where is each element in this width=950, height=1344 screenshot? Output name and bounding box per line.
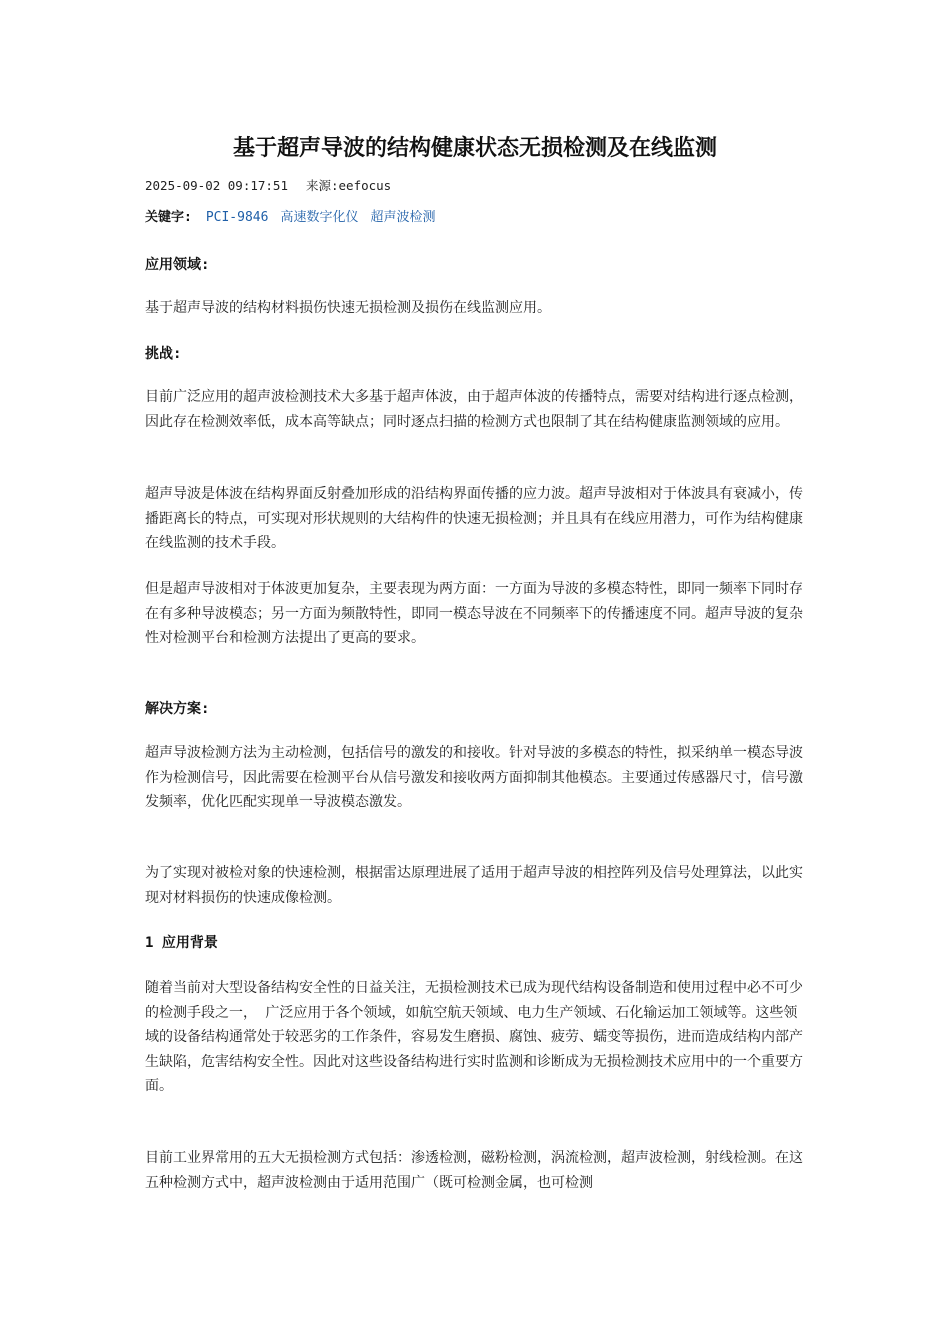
heading-background: 1 应用背景 xyxy=(145,935,218,951)
paragraph-solution-1: 超声导波检测方法为主动检测，包括信号的激发的和接收。针对导波的多模态的特性，拟采纳单一模态导波作为检测信号，因此需要在检测平台从信号激发和接收两方面抑制其他模态。主要通过传感器尺寸，信号激发频率，优化匹配实现单一导波模态激发。 xyxy=(145,745,803,810)
publish-date: 2025-09-02 09:17:51 xyxy=(145,178,288,193)
paragraph-application: 基于超声导波的结构材料损伤快速无损检测及损伤在线监测应用。 xyxy=(145,300,551,316)
paragraph-challenge-3: 但是超声导波相对于体波更加复杂，主要表现为两方面：一方面为导波的多模态特性，即同一频率下同时存在有多种导波模态；另一方面为频散特性，即同一模态导波在不同频率下的传播速度不同。超声导波的复杂性对检测平台和检测方法提出了更高的要求。 xyxy=(145,581,803,646)
keywords-label: 关键字: xyxy=(145,210,192,225)
article-source: 来源:eefocus xyxy=(306,178,392,193)
paragraph-solution-2: 为了实现对被检对象的快速检测，根据雷达原理进展了适用于超声导波的相控阵列及信号处理算法，以此实现对材料损伤的快速成像检测。 xyxy=(145,865,803,906)
paragraph-challenge-1: 目前广泛应用的超声波检测技术大多基于超声体波，由于超声体波的传播特点，需要对结构进行逐点检测，因此存在检测效率低，成本高等缺点；同时逐点扫描的检测方式也限制了其在结构健康监测领域的应用。 xyxy=(145,389,803,430)
paragraph-background-2: 目前工业界常用的五大无损检测方式包括：渗透检测，磁粉检测，涡流检测，超声波检测，射线检测。在这五种检测方式中，超声波检测由于适用范围广（既可检测金属，也可检测 xyxy=(145,1150,803,1191)
heading-solution: 解决方案: xyxy=(145,701,210,717)
article-meta xyxy=(145,177,391,195)
keyword-link-ultrasonic[interactable]: 超声波检测 xyxy=(370,210,436,225)
keyword-link-digitizer[interactable]: 高速数字化仪 xyxy=(280,210,359,225)
heading-application: 应用领域: xyxy=(145,257,210,273)
heading-challenge: 挑战: xyxy=(145,346,182,362)
paragraph-background-1: 随着当前对大型设备结构安全性的日益关注，无损检测技术已成为现代结构设备制造和使用过程中必不可少的检测手段之一， 广泛应用于各个领域，如航空航天领域、电力生产领域、石化输运加工领域等。这些领域的设备结构通常处于较恶劣的工作条件，容易发生磨损、腐蚀、疲劳、蠕变等损伤，进而造成结构内部产生缺陷，危害结构安全性。因此对这些设备结构进行实时监测和诊断成为无损检测技术应用中的一个重要方面。 xyxy=(145,980,803,1094)
paragraph-challenge-2: 超声导波是体波在结构界面反射叠加形成的沿结构界面传播的应力波。超声导波相对于体波具有衰减小，传播距离长的特点，可实现对形状规则的大结构件的快速无损检测；并且具有在线应用潜力，可作为结构健康在线监测的技术手段。 xyxy=(145,486,803,551)
keyword-link-pci-9846[interactable]: PCI-9846 xyxy=(205,210,269,225)
keywords-row xyxy=(145,209,435,227)
article-title: 基于超声导波的结构健康状态无损检测及在线监测 xyxy=(232,136,717,161)
